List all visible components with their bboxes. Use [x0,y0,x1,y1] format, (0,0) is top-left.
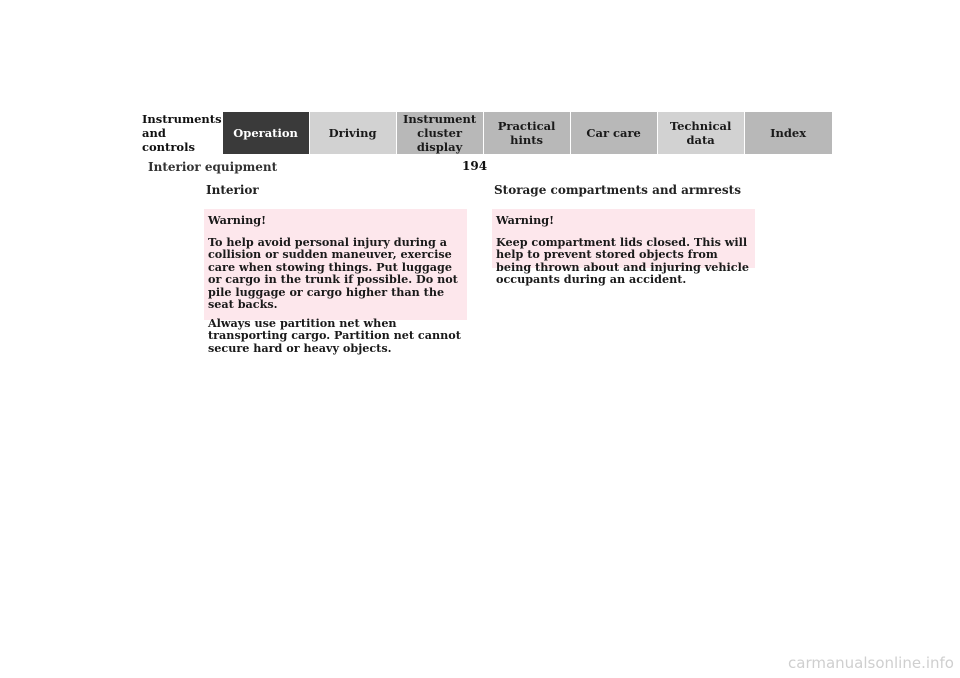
tab-practical-hints[interactable]: Practical hints [484,112,571,154]
tab-car-care[interactable]: Car care [571,112,658,154]
tab-instrument-cluster-display[interactable]: Instrument cluster display [397,112,484,154]
tab-index[interactable]: Index [745,112,832,154]
tab-driving[interactable]: Driving [310,112,397,154]
tab-instruments-and-controls[interactable]: Instruments and controls [132,112,223,154]
interior-heading: Interior [206,183,259,197]
warning-paragraph: To help avoid personal injury during a collision or sudden maneuver, exercise care when stowing things. Put luggage or cargo in the trunk if possible. Do not pile luggage or cargo higher than the seat backs. [208,234,458,311]
page-number: 194 [462,159,488,173]
warning-title: Warning! [496,213,554,227]
warning-title: Warning! [208,213,266,227]
section-tab-bar [132,112,828,154]
warning-paragraph: Always use partition net when transporting cargo. Partition net cannot secure hard or heavy objects. [208,315,461,355]
interior-warning-box [204,209,467,355]
watermark: carmanualsonline.info [788,654,954,672]
section-title: Interior equipment [148,160,278,174]
tab-technical-data[interactable]: Technical data [658,112,745,154]
storage-warning-box [492,209,755,286]
tab-operation[interactable]: Operation [223,112,310,154]
storage-compartments-heading: Storage compartments and armrests [494,183,741,197]
warning-paragraph: Keep compartment lids closed. This will help to prevent stored objects from being thrown about and injuring vehicle occupants during an accident. [496,234,749,286]
